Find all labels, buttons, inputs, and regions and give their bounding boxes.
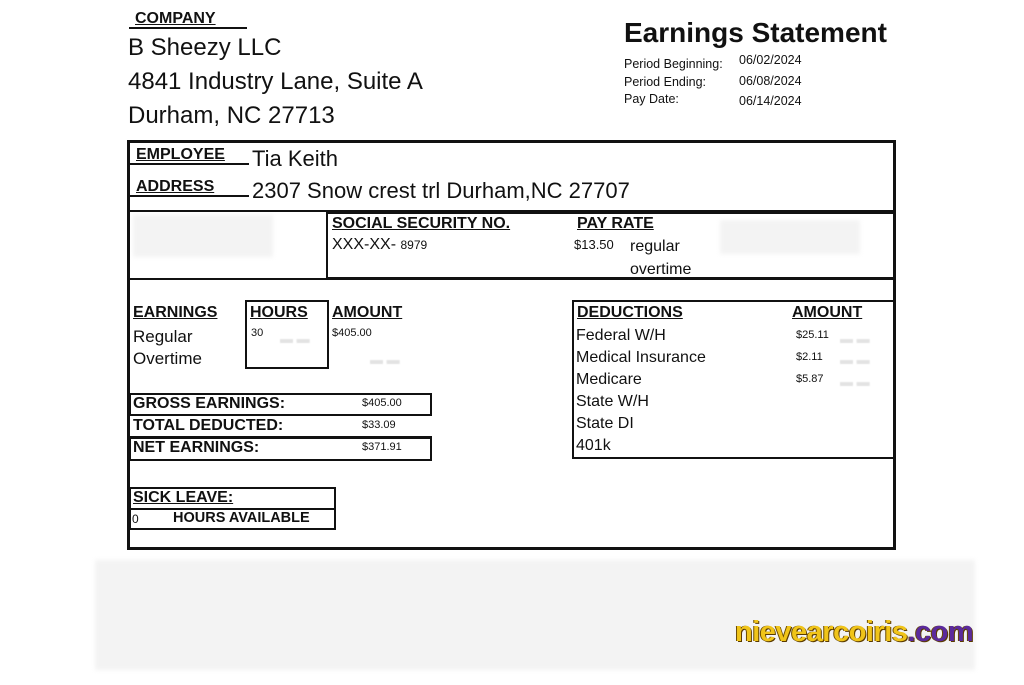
- total-deducted-label: TOTAL DEDUCTED:: [133, 417, 284, 434]
- company-address-line1: 4841 Industry Lane, Suite A: [128, 68, 423, 95]
- company-heading: COMPANY: [135, 10, 216, 27]
- company-heading-rule: [129, 27, 247, 29]
- sick-leave-hours-label: HOURS AVAILABLE: [173, 510, 310, 526]
- ghost-figures: ▬ ▬: [840, 352, 870, 367]
- deduction-amount: $2.11: [796, 351, 823, 363]
- ghost-figures: ▬ ▬: [840, 331, 870, 346]
- period-ending-label: Period Ending:: [624, 75, 707, 89]
- earnings-overtime-label: Overtime: [133, 349, 202, 368]
- ghost-figures: ▬ ▬: [280, 331, 310, 346]
- pay-rate-overtime-label: overtime: [630, 261, 692, 278]
- ssn-last4: 8979: [400, 238, 428, 252]
- address-label: ADDRESS: [136, 178, 215, 195]
- deduction-label: Medicare: [576, 371, 642, 388]
- ghost-figures: ▬ ▬: [840, 374, 870, 389]
- sick-leave-hours: 0: [132, 512, 139, 526]
- total-deducted-value: $33.09: [362, 419, 396, 431]
- deduction-label: Federal W/H: [576, 327, 666, 344]
- earnings-amount-label: AMOUNT: [332, 304, 403, 321]
- period-beginning-value: 06/02/2024: [739, 53, 802, 67]
- deduction-label: State DI: [576, 415, 634, 432]
- deduction-label: State W/H: [576, 393, 649, 410]
- net-earnings-value: $371.91: [362, 441, 402, 453]
- employee-label: EMPLOYEE: [136, 146, 225, 163]
- regular-hours-value: 30: [251, 327, 264, 339]
- watermark-domain: .com: [907, 616, 974, 648]
- pay-date-label: Pay Date:: [624, 92, 679, 106]
- background-residue: [95, 560, 975, 670]
- employee-name: Tia Keith: [252, 146, 339, 171]
- deductions-amount-label: AMOUNT: [792, 304, 863, 321]
- pay-date-value: 06/14/2024: [739, 94, 802, 108]
- hours-label: HOURS: [250, 304, 308, 321]
- address-label-rule: [129, 195, 249, 197]
- earnings-label: EARNINGS: [133, 304, 218, 321]
- ssn-prefix: XXX-XX-: [332, 236, 397, 253]
- employee-label-rule: [129, 163, 249, 165]
- watermark-logo: [735, 616, 973, 649]
- sick-leave-label: SICK LEAVE:: [133, 489, 234, 506]
- gross-earnings-value: $405.00: [362, 397, 402, 409]
- left-edge-tick: [127, 232, 130, 262]
- deductions-label: DEDUCTIONS: [577, 304, 683, 321]
- ssn-label: SOCIAL SECURITY NO.: [332, 215, 511, 232]
- watermark-text: nievearcoiris: [735, 616, 908, 648]
- company-name: B Sheezy LLC: [128, 34, 282, 61]
- pay-rate-regular-label: regular: [630, 238, 680, 255]
- left-edge-tick: [127, 195, 130, 210]
- section-divider: [127, 278, 896, 280]
- period-beginning-label: Period Beginning:: [624, 57, 723, 71]
- employee-address: 2307 Snow crest trl Durham,NC 27707: [252, 178, 630, 203]
- deduction-amount: $5.87: [796, 373, 824, 385]
- net-earnings-label: NET EARNINGS:: [133, 439, 260, 456]
- regular-amount-value: $405.00: [332, 327, 372, 339]
- period-ending-value: 06/08/2024: [739, 74, 802, 88]
- gross-earnings-label: GROSS EARNINGS:: [133, 395, 286, 412]
- statement-title: Earnings Statement: [624, 17, 887, 48]
- ghost-figures: ▬ ▬: [370, 352, 400, 367]
- deduction-label: 401k: [576, 437, 611, 454]
- earnings-regular-label: Regular: [133, 327, 193, 346]
- pay-rate-label: PAY RATE: [577, 215, 654, 232]
- pay-rate-value: $13.50: [574, 237, 614, 252]
- ssn-value: [332, 236, 427, 254]
- deduction-amount: $25.11: [796, 329, 829, 341]
- deduction-label: Medical Insurance: [576, 349, 706, 366]
- company-address-line2: Durham, NC 27713: [128, 102, 335, 129]
